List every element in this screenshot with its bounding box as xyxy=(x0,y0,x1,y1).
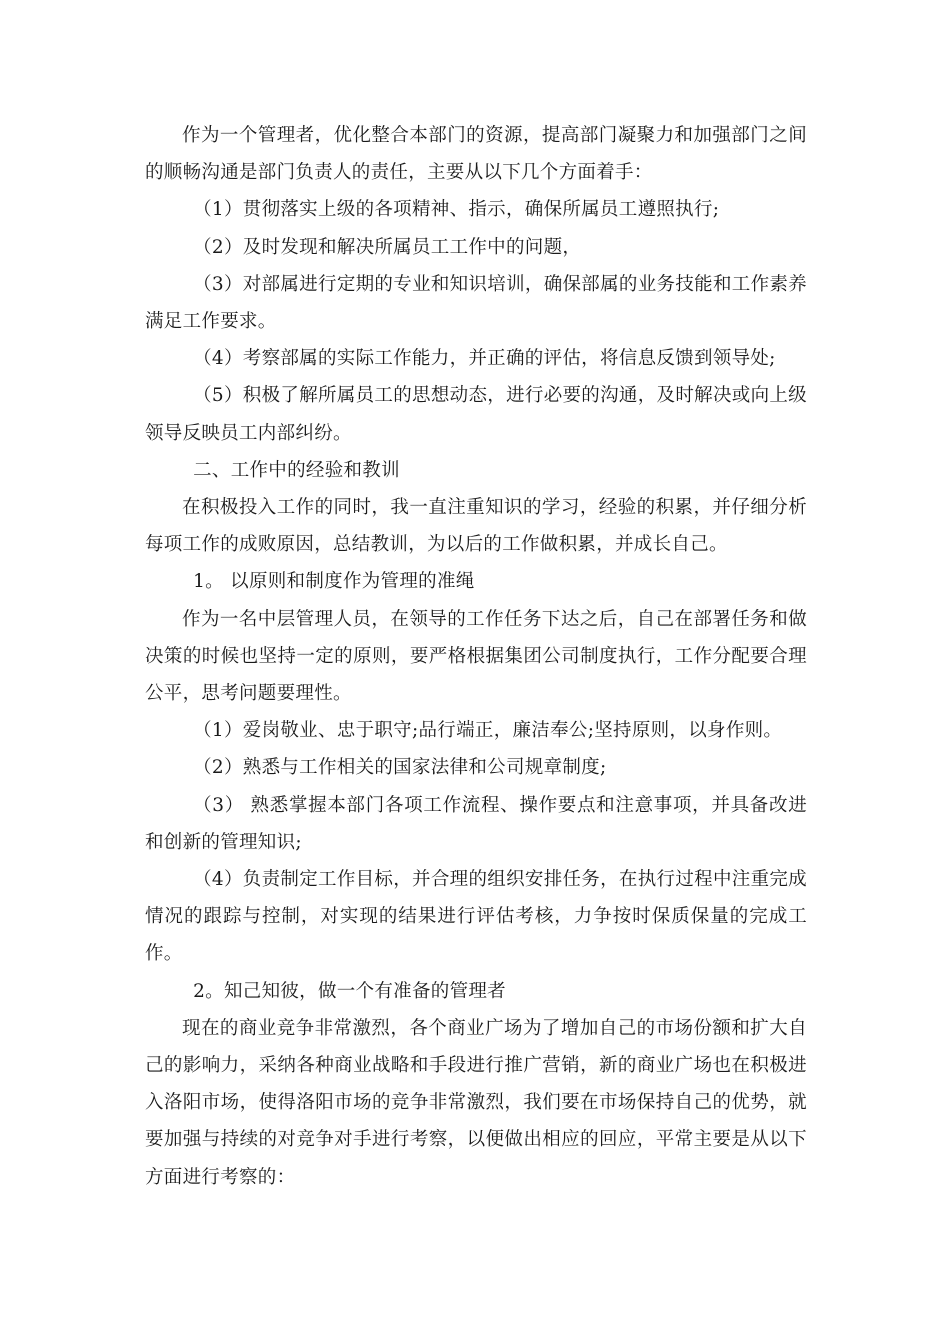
list-item: （3） 熟悉掌握本部门各项工作流程、操作要点和注意事项，并具备改进和创新的管理知识; xyxy=(145,794,807,853)
intro-paragraph: 作为一个管理者，优化整合本部门的资源，提高部门凝聚力和加强部门之间的顺畅沟通是部门负责人的责任，主要从以下几个方面着手： xyxy=(145,125,807,184)
list-item: （2）熟悉与工作相关的国家法律和公司规章制度; xyxy=(193,757,607,779)
list-item: （4）负责制定工作目标，并合理的组织安排任务，在执行过程中注重完成情况的跟踪与控制，对实现的结果进行评估考核，力争按时保质保量的完成工作。 xyxy=(145,869,807,965)
list-item: （4）考察部属的实际工作能力，并正确的评估，将信息反馈到领导处; xyxy=(193,348,776,370)
list-item: （1）贯彻落实上级的各项精神、指示，确保所属员工遵照执行; xyxy=(193,199,720,221)
list-item: （2）及时发现和解决所属员工工作中的问题， xyxy=(193,236,582,258)
list-item: （5）积极了解所属员工的思想动态，进行必要的沟通，及时解决或向上级领导反映员工内部纠纷。 xyxy=(145,385,807,444)
list-item: （1）爱岗敬业、忠于职守;品行端正，廉洁奉公;坚持原则，以身作则。 xyxy=(193,720,783,742)
body-paragraph: 作为一名中层管理人员，在领导的工作任务下达之后，自己在部署任务和做决策的时候也坚持一定的原则，要严格根据集团公司制度执行，工作分配要合理公平，思考问题要理性。 xyxy=(145,608,807,705)
document-body xyxy=(145,117,807,1196)
section-heading: 二、工作中的经验和教训 xyxy=(193,459,400,481)
list-item: （3）对部属进行定期的专业和知识培训，确保部属的业务技能和工作素养满足工作要求。 xyxy=(145,273,807,333)
body-paragraph: 现在的商业竞争非常激烈，各个商业广场为了增加自己的市场份额和扩大自己的影响力，采纳各种商业战略和手段进行推广营销，新的商业广场也在积极进入洛阳市场，使得洛阳市场的竞争非常激烈，我们要在市场保持自己的优势，就要加强与持续的对竞争对手进行考察，以便做出相应的回应，平常主要是从以下方面进行考察的： xyxy=(145,1017,807,1188)
body-paragraph: 在积极投入工作的同时，我一直注重知识的学习，经验的积累，并仔细分析每项工作的成败原因，总结教训，为以后的工作做积累，并成长自己。 xyxy=(145,497,807,556)
subsection-heading: 2。知己知彼，做一个有准备的管理者 xyxy=(193,980,506,1002)
subsection-heading: 1。 以原则和制度作为管理的准绳 xyxy=(193,571,475,593)
